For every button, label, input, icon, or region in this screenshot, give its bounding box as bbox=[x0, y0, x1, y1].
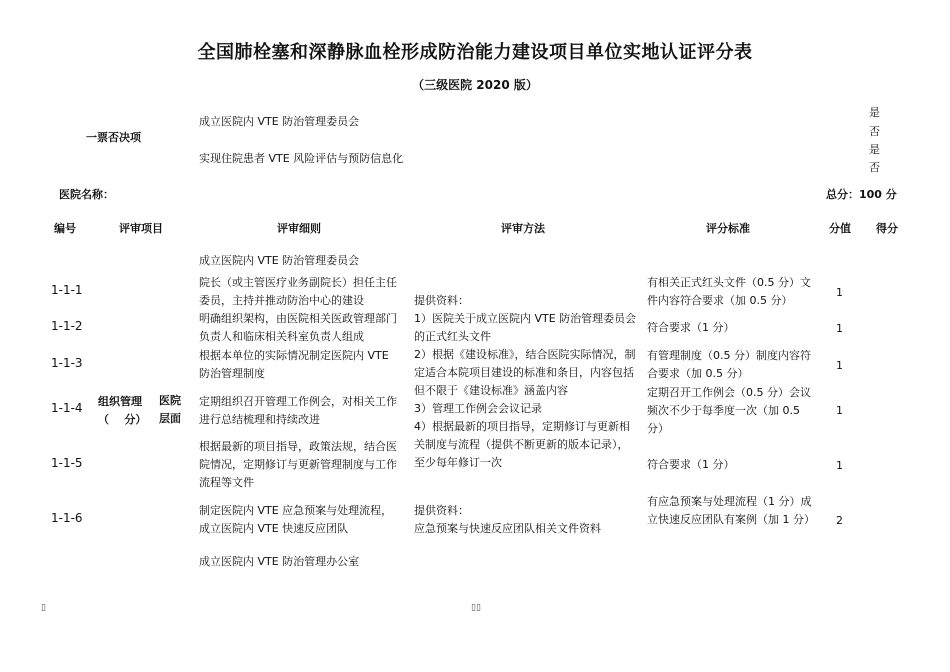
method-line: 提供资料： bbox=[414, 294, 469, 307]
footer-left-mark: ▯ bbox=[41, 603, 46, 613]
row-score: 1 bbox=[836, 359, 843, 372]
veto-item-2-no: 否 bbox=[869, 161, 880, 174]
veto-item-2-yes: 是 bbox=[869, 143, 880, 156]
row-code: 1-1-5 bbox=[51, 456, 83, 470]
method-block-2 bbox=[414, 502, 639, 538]
section-footer: 成立医院内 VTE 防治管理办公室 bbox=[199, 555, 360, 568]
veto-item-1-yes: 是 bbox=[869, 106, 880, 119]
category-points: （ 分） bbox=[98, 413, 147, 426]
veto-item-2: 实现住院患者 VTE 风险评估与预防信息化 bbox=[199, 152, 404, 165]
header-detail: 评审细则 bbox=[277, 222, 321, 235]
veto-item-1-no: 否 bbox=[869, 125, 880, 138]
method-line: 1）医院关于成立医院内 VTE 防治管理委员会的正式红头文件 bbox=[414, 312, 637, 343]
row-score: 1 bbox=[836, 322, 843, 335]
header-item: 评审项目 bbox=[119, 222, 163, 235]
row-score: 2 bbox=[836, 514, 843, 527]
row-code: 1-1-2 bbox=[51, 319, 83, 333]
method-line: 提供资料： bbox=[414, 504, 469, 517]
row-criteria: 符合要求（1 分） bbox=[647, 321, 735, 334]
row-detail: 根据本单位的实际情况制定医院内 VTE 防治管理制度 bbox=[199, 349, 389, 380]
header-earned: 得分 bbox=[876, 222, 898, 235]
category-org-management: 组织管理 bbox=[98, 395, 142, 408]
row-criteria: 符合要求（1 分） bbox=[647, 458, 735, 471]
veto-item-1: 成立医院内 VTE 防治管理委员会 bbox=[199, 115, 360, 128]
method-line: 3）管理工作例会会议记录 bbox=[414, 402, 542, 415]
row-code: 1-1-6 bbox=[51, 511, 83, 525]
total-score-label: 总分：100 分 bbox=[826, 188, 897, 201]
row-criteria: 有管理制度（0.5 分）制度内容符合要求（加 0.5 分） bbox=[647, 349, 811, 380]
row-code: 1-1-1 bbox=[51, 283, 83, 297]
row-criteria: 有应急预案与处理流程（1 分）成立快速反应团队有案例（加 1 分） bbox=[647, 495, 815, 526]
category-hospital-level: 医院层面 bbox=[159, 394, 181, 425]
page-title: 全国肺栓塞和深静脉血栓形成防治能力建设项目单位实地认证评分表 bbox=[197, 42, 753, 63]
method-block-1 bbox=[414, 292, 639, 472]
row-code: 1-1-4 bbox=[51, 401, 83, 415]
row-detail: 定期组织召开管理工作例会，对相关工作进行总结梳理和持续改进 bbox=[199, 395, 397, 426]
header-criteria: 评分标准 bbox=[706, 222, 750, 235]
row-score: 1 bbox=[836, 286, 843, 299]
header-score: 分值 bbox=[829, 222, 851, 235]
row-criteria: 定期召开工作例会（0.5 分）会议频次不少于每季度一次（加 0.5 分） bbox=[647, 386, 811, 435]
footer-page-mark: ▯▯ bbox=[471, 603, 481, 613]
row-detail: 明确组织架构，由医院相关医政管理部门负责人和临床相关科室负责人组成 bbox=[199, 312, 397, 343]
row-code: 1-1-3 bbox=[51, 356, 83, 370]
row-criteria: 有相关正式红头文件（0.5 分）文件内容符合要求（加 0.5 分） bbox=[647, 276, 811, 307]
row-score: 1 bbox=[836, 459, 843, 472]
method-line: 2）根据《建设标准》，结合医院实际情况，制定适合本院项目建设的标准和条目，内容包括但不限于《建设标准》涵盖内容 bbox=[414, 348, 636, 397]
method-line: 4）根据最新的项目指导，定期修订与更新相关制度与流程（提供不断更新的版本记录），至少每年修订一次 bbox=[414, 420, 630, 469]
method-line: 应急预案与快速反应团队相关文件资料 bbox=[414, 522, 601, 535]
page-subtitle: （三级医院 2020 版） bbox=[412, 78, 538, 92]
hospital-name-label: 医院名称： bbox=[59, 188, 114, 201]
veto-label: 一票否决项 bbox=[86, 131, 141, 144]
row-detail: 制定医院内 VTE 应急预案与处理流程，成立医院内 VTE 快速反应团队 bbox=[199, 504, 393, 535]
row-detail: 根据最新的项目指导，政策法规，结合医院情况，定期修订与更新管理制度与工作流程等文件 bbox=[199, 440, 397, 489]
row-detail: 院长（或主管医疗业务副院长）担任主任委员，主持并推动防治中心的建设 bbox=[199, 276, 397, 307]
section-heading: 成立医院内 VTE 防治管理委员会 bbox=[199, 254, 360, 267]
header-number: 编号 bbox=[54, 222, 76, 235]
header-method: 评审方法 bbox=[501, 222, 545, 235]
row-score: 1 bbox=[836, 404, 843, 417]
